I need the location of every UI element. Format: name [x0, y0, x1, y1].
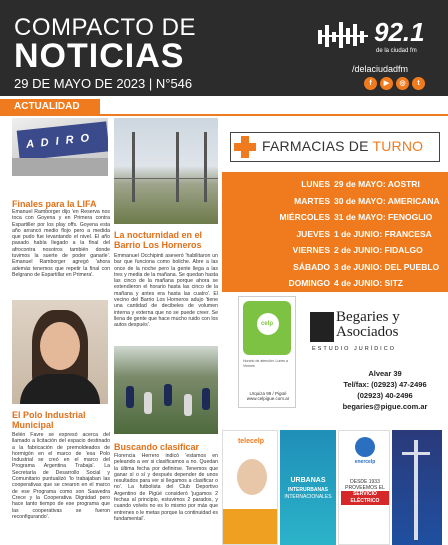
celp-address: Urquiza 99 / Pigüé www.celpigue.com.ar — [246, 391, 290, 401]
pharmacy-day: SÁBADO — [293, 261, 330, 272]
facebook-icon[interactable]: f — [364, 77, 377, 90]
enercelp-ad[interactable] — [338, 430, 390, 545]
article-title-polo[interactable]: El Polo Industrial Municipal — [12, 410, 86, 430]
article-title-lifa[interactable]: Finales para la LIFA — [12, 199, 97, 209]
social-handle[interactable]: /delaciudadfm — [352, 64, 409, 74]
pharmacy-row — [222, 176, 448, 192]
logo-frequency: 92.1 — [374, 17, 425, 47]
urbanas-line1: URBANAS — [290, 477, 326, 484]
photo-pole — [176, 132, 179, 202]
twitter-icon[interactable]: t — [412, 77, 425, 90]
begaries-name — [336, 310, 400, 340]
celp-ad[interactable] — [238, 296, 296, 408]
pharmacy-info: 29 de MAYO: AOSTRI — [334, 179, 420, 189]
begaries-contact — [322, 368, 448, 412]
photo-pole — [204, 132, 207, 202]
begaries-subtitle: ESTUDIO JURÍDICO — [312, 346, 396, 352]
lifa-photo — [12, 118, 108, 176]
begaries-ad[interactable] — [300, 296, 448, 411]
pharmacy-info: 3 de JUNIO: DEL PUEBLO — [334, 261, 440, 272]
pharmacy-info: 2 de JUNIO: FIDALGO — [334, 245, 423, 255]
pharmacy-row — [222, 242, 448, 258]
photo-pole — [132, 132, 135, 202]
article-body-clasificar: Florencia Herrero indicó 'estamos en peleando a ver si clasificamos a no. Quedan la última fecha por definirse. Tenemos que ganar sí o sí y después depender de unos resultados para ver si llegamos a clasificar o no'. La futbolista del Club Deportivo Argentino de Pigüé consideró 'jugamos 2 fechas al principio, estuvimos 2 parados, y cuando volvés no es lo mismo por más que entrenes o le metas porque la continuidad es fundamental'. — [114, 453, 218, 522]
portrait-body — [20, 374, 100, 404]
telecelp-person — [237, 459, 267, 495]
photo-wall — [12, 158, 108, 176]
instagram-icon[interactable]: ◎ — [396, 77, 409, 90]
celp-logo — [243, 301, 291, 355]
enercelp-tagline: DESDE 1933 PROVEEMOS EL — [345, 479, 385, 491]
telecelp-band — [223, 509, 278, 545]
urbanas-ad[interactable] — [280, 430, 336, 545]
pharmacy-title-prefix: FARMACIAS DE — [262, 138, 369, 154]
article-body-lifa: Emanuel Ramborger dijo 'en Reserva nos toca con Goyena y en Primera contra Espartiller por los play offs. Goyena esta año arrancó medio flojo pero a medida que pudo fue levantando el nivel. El año pasado había llegado a la final del afrocontra nosotros también donde tuvimos la suerte de poder ganarle'. Emanuel Ramborger agregó 'ahora además tenemos que repetir la final con Belgrano de Espartillar en Primera'. — [12, 209, 110, 278]
photo-fence — [114, 178, 218, 179]
begaries-name-line1: Begaries y — [336, 309, 400, 325]
begaries-phone1: Tel/fax: (02923) 47-2496 — [343, 380, 427, 389]
horneros-photo — [114, 118, 218, 224]
celp-brand: celp — [261, 321, 274, 327]
player-figure — [126, 386, 134, 408]
pharmacy-day: MIÉRCOLES — [279, 212, 330, 222]
pole-crossbar — [402, 452, 430, 455]
player-figure — [202, 388, 210, 410]
player-figure — [184, 394, 192, 416]
pharmacy-row — [222, 259, 448, 275]
telecelp-brand: telecelp — [237, 438, 265, 445]
header-banner — [0, 0, 448, 96]
pharmacy-row — [222, 209, 448, 225]
pharmacy-info: 31 de MAYO: FENOGLIO — [334, 212, 433, 222]
enercelp-brand: enercelp — [354, 459, 376, 465]
pharmacy-day: VIERNES — [292, 245, 330, 255]
pharmacy-day: DOMINGO — [288, 278, 330, 288]
pharmacy-day: LUNES — [301, 179, 330, 189]
electric-pole-ad[interactable] — [392, 430, 442, 545]
article-title-clasificar[interactable]: Buscando clasificar — [114, 442, 200, 452]
pharmacy-info: 30 de MAYO: AMERICANA — [334, 195, 440, 206]
utility-pole-icon — [414, 440, 418, 540]
article-title-horneros[interactable]: La nocturnidad en el Barrio Los Horneros — [114, 230, 203, 250]
sound-bars-icon — [318, 22, 370, 48]
section-label: ACTUALIDAD — [0, 99, 100, 114]
telecelp-ad[interactable] — [222, 430, 278, 545]
enercelp-service: SERVICIO ELÉCTRICO — [341, 491, 389, 505]
begaries-phone2: (02923) 40-2496 — [357, 391, 413, 400]
begaries-email[interactable]: begaries@pigue.com.ar — [342, 402, 428, 411]
player-figure — [164, 384, 172, 406]
pharmacy-row — [222, 226, 448, 242]
urbanas-line3: INTERNACIONALES — [284, 494, 332, 500]
football-photo — [114, 346, 218, 434]
begaries-address: Alvear 39 — [368, 369, 402, 378]
logo-subtitle: de la ciudad fm — [376, 48, 417, 54]
article-body-horneros: Emmanuel Occhipinti aseveró 'habilitaron un bar que funciona como boliche. Abre a las once de la noche pero la gente llega a las tres y media de la mañana. Se quedan hasta las cinco de la mañana porque ahora se extendieron el horario hasta las cinco de la mañana y antes era hasta las cuatro'. El vecino del Barrio Los Horneros adujo 'tiene una cantidad de decibeles de volumen interna y externa que no se puede creer. Se llena de gente que hace mucho ruido con los autos después'. — [114, 253, 218, 329]
pharmacy-info: 4 de JUNIO: SITZ — [334, 278, 403, 288]
portrait-face — [40, 322, 80, 370]
title-line-2: NOTICIAS — [14, 37, 185, 75]
pharmacy-cross-icon — [234, 136, 256, 158]
photo-sign: A D I R O — [17, 121, 108, 160]
favre-portrait — [12, 300, 108, 404]
enercelp-logo — [355, 437, 375, 457]
pharmacy-day: MARTES — [294, 195, 330, 206]
scales-icon — [310, 312, 334, 342]
begaries-name-line2: Asociados — [336, 324, 399, 340]
section-divider — [0, 114, 448, 116]
pharmacy-info: 1 de JUNIO: FRANCESA — [334, 228, 432, 239]
pharmacy-day: JUEVES — [296, 228, 330, 239]
radio-logo[interactable] — [318, 18, 436, 58]
title-line-1: COMPACTO DE — [14, 14, 196, 41]
pharmacy-row — [222, 275, 448, 291]
pharmacy-row — [222, 193, 448, 209]
article-body-polo: Belén Favre se expresó acerca del llamado a licitación del espacio destinado a la fabricación de premoldeados de hormigón en el marco de 'esa Polo Industrial se creó en el marco del Programa Argentina Trabaja'. La Secretaría de Desarrollo Social y Comunitario puntualizó 'lo trabajaban las cooperativas que se crearon en el marco de ese Programa como son Saavedra Crece y la Cooperativa Dignidad pero hace tanto tiempo de ese programa que las cooperativas se fueron reconfigurando'. — [12, 432, 110, 520]
player-figure — [144, 392, 152, 414]
social-icons — [364, 77, 425, 90]
pharmacy-title — [262, 138, 423, 154]
youtube-icon[interactable]: ▶ — [380, 77, 393, 90]
pharmacy-title-accent: TURNO — [372, 138, 424, 154]
urbanas-line2: INTERURBANAS — [288, 487, 328, 493]
celp-hours: Horario de atención: Lunes a Viernes — [243, 359, 288, 368]
issue-date: 29 DE MAYO DE 2023 | N°546 — [14, 76, 193, 91]
